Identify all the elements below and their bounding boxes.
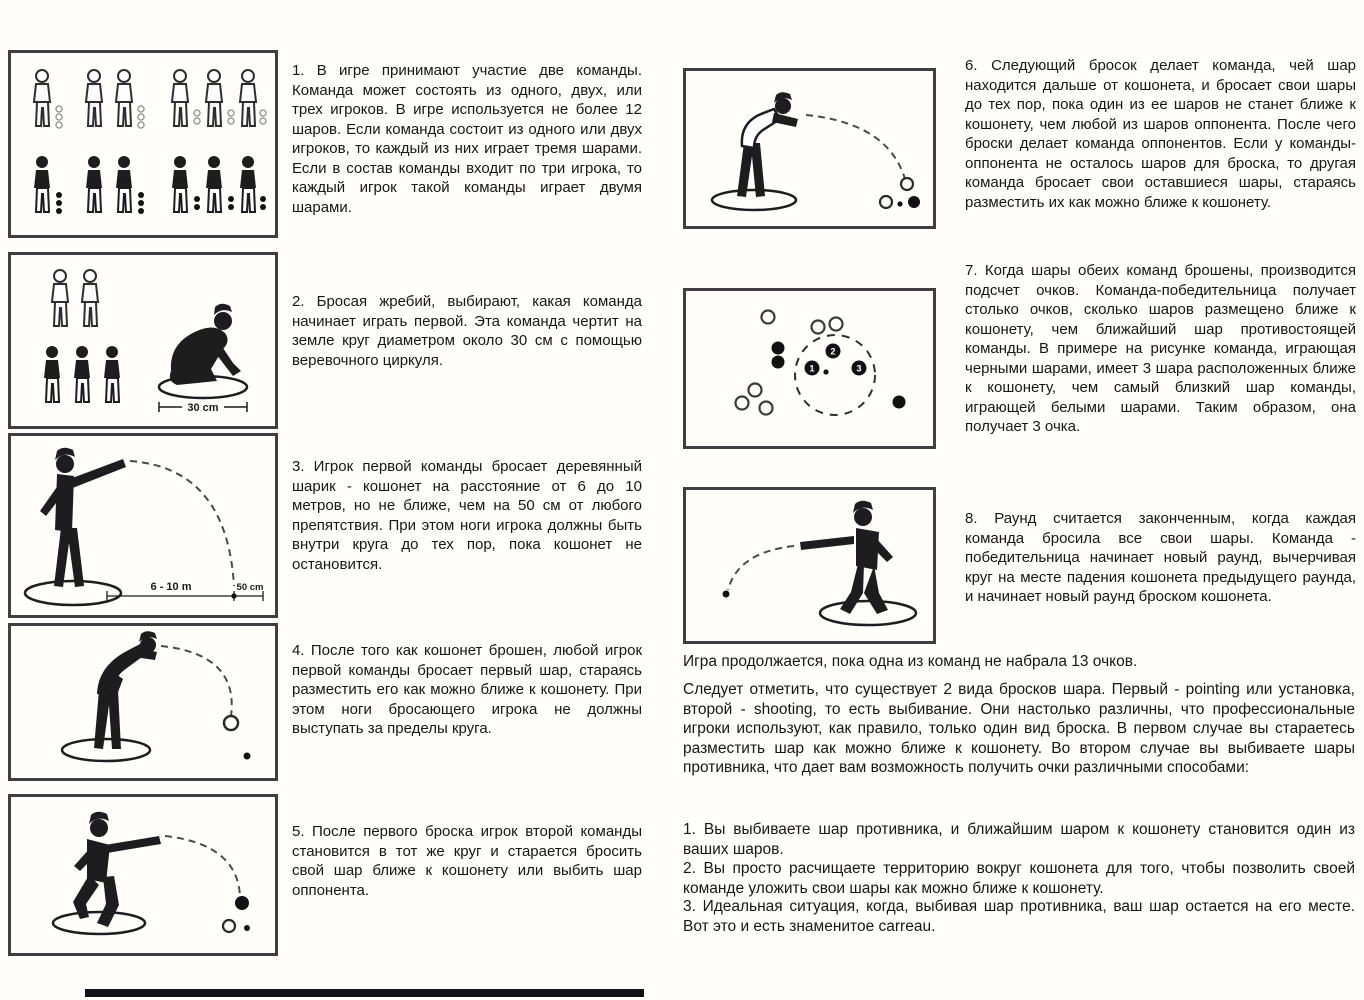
cochonnet bbox=[244, 753, 251, 760]
scoring-black-ball-1 bbox=[805, 361, 820, 376]
step-8-text: 8. Раунд считается законченным, когда каждая команда бросила все свои шары. Команда - победительница начинает новый раунд, вычерчивая круг на месте падения кошонета предыдущего раунда, и начинает новый раунд броском кошонета. bbox=[965, 510, 1356, 605]
crouching-player-left bbox=[800, 501, 893, 614]
first-ball-throw-illustration bbox=[11, 626, 275, 778]
cochonnet bbox=[897, 201, 902, 206]
white-ball bbox=[880, 196, 892, 208]
scoring-black-ball-3 bbox=[852, 361, 867, 376]
game-progress-line: Игра продолжается, пока одна из команд не набрала 13 очков. bbox=[683, 653, 1138, 670]
figure-8-new-round-panel bbox=[683, 487, 936, 644]
bottom-divider-bar bbox=[85, 989, 644, 997]
figure-3-throw-jack-panel bbox=[8, 433, 278, 618]
throw-arc bbox=[806, 115, 905, 179]
throw-types-paragraph: Следует отметить, что существует 2 вида бросков шара. Первый - pointing или установка, второй - shooting, то есть выбивание. Они настолько различны, что профессиональные игроки используют, как правило, только один вид броска. В первом случае вы стараетесь разместить шар как можно ближе к кошонету. Во втором случае вы выбиваете шары противника, что дает вам возможность получить очки различными способами: bbox=[683, 681, 1355, 776]
throw-arc bbox=[161, 646, 232, 716]
method-2-text: 2. Вы просто расчищаете территорию вокруг кошонета для того, чтобы позволить своей команде уложить свои шары как можно ближе к кошонету. bbox=[683, 860, 1355, 897]
kneeling-player bbox=[170, 304, 241, 385]
ball-number-2: 2 bbox=[830, 346, 836, 357]
cochonnet bbox=[244, 925, 250, 931]
leaning-player bbox=[737, 92, 798, 197]
white-ball bbox=[223, 920, 235, 932]
figure-6-next-throw-panel bbox=[683, 68, 936, 229]
figure-2-draw-circle-panel bbox=[8, 252, 278, 429]
step-2-text: 2. Бросая жребий, выбирают, какая команда начинает играть первой. Эта команда чертит на земле круг диаметром около 30 см с помощью веревочного циркуля. bbox=[292, 293, 642, 369]
step-5-text: 5. После первого броска игрок второй команды становится в тот же круг и старается бросить свой шар ближе к кошонету или выбить шар оппонента. bbox=[292, 823, 642, 899]
white-ball-landing bbox=[901, 178, 913, 190]
step-6-text: 6. Следующий бросок делает команда, чей шар находится дальше от кошонета, и бросает свои шары до тех пор, пока один из ее шаров не станет ближе к кошонету, чем любой из шаров оппонента. После чего броски делает команда оппонентов. Если у команды-оппонента не осталось шаров для броска, то другая команда бросает свои оставшиеся шары, стараясь разместить их как можно ближе к кошонету. bbox=[965, 57, 1356, 211]
next-throw-illustration bbox=[686, 71, 933, 226]
black-ball bbox=[235, 896, 249, 910]
throw-arc bbox=[728, 546, 794, 590]
step-7-text: 7. Когда шары обеих команд брошены, производится подсчет очков. Команда-победительница получает столько очков, сколько шаров размещено ближе к кошонету, чем ближайший шар противостоящей команды. В примере на рисунке команда, играющая черными шарами, имеет 3 шара расположенных ближе к кошонету, чем самый близкий шар команды, играющей белыми шарами. Таким образом, она получает 3 очка. bbox=[965, 262, 1356, 435]
jack-throw-illustration bbox=[11, 436, 275, 615]
throwing-player bbox=[40, 448, 126, 587]
crouching-player bbox=[73, 812, 161, 927]
white-ball bbox=[224, 716, 238, 730]
second-team-throw-illustration bbox=[11, 797, 275, 953]
figure-5-second-team-panel bbox=[8, 794, 278, 956]
circle-measure bbox=[159, 402, 247, 414]
circle-diameter-label: 30 cm bbox=[187, 402, 219, 414]
method-3-text: 3. Идеальная ситуация, когда, выбивая шар противника, ваш шар остается на его месте. Вот это и есть знаменитое carreau. bbox=[683, 898, 1355, 935]
throw-arc bbox=[130, 461, 234, 586]
figure-1-teams-panel bbox=[8, 50, 278, 238]
offset-label: 50 cm bbox=[236, 582, 264, 593]
scoring-black-ball-2 bbox=[826, 344, 841, 359]
cochonnet bbox=[823, 369, 828, 374]
figure-4-first-ball-panel bbox=[8, 623, 278, 781]
step-4-text: 4. После того как кошонет брошен, любой игрок первой команды бросает первый шар, стараясь разместить его как можно ближе к кошонету. При этом ноги бросающего игрока не должны выступать за пределы круга. bbox=[292, 642, 642, 737]
distance-measure bbox=[107, 580, 263, 601]
teams-composition-illustration bbox=[11, 53, 275, 235]
ball-number-3: 3 bbox=[856, 363, 862, 374]
step-1-text: 1. В игре принимают участие две команды. Команда может состоять из одного, двух, или трех игроков. В игре используется не более 12 шаров. Если команда состоит из одного или двух игроков, то каждый из них играет тремя шарами. Если в состав команды входит по три игрока, то каждый игрок такой команды играет двумя шарами. bbox=[292, 62, 642, 216]
jack-landing-point bbox=[231, 593, 236, 598]
new-round-illustration bbox=[686, 490, 933, 641]
cochonnet bbox=[723, 591, 730, 598]
ball-number-1: 1 bbox=[809, 363, 815, 374]
black-ball bbox=[908, 196, 920, 208]
bowing-player bbox=[94, 631, 157, 749]
drawing-circle-illustration bbox=[11, 255, 275, 426]
method-1-text: 1. Вы выбиваете шар противника, и ближайшим шаром к кошонету становится один из ваших шаров. bbox=[683, 821, 1355, 858]
white-team-balls bbox=[736, 311, 843, 415]
step-3-text: 3. Игрок первой команды бросает деревянный шарик - кошонет на расстояние от 6 до 10 метров, но не ближе, чем на 50 см от любого препятствия. При этом ноги игрока должны быть внутри круга до тех пор, пока кошонет не остановится. bbox=[292, 458, 642, 573]
figure-7-scoring-panel bbox=[683, 288, 936, 449]
scoring-example-illustration bbox=[686, 291, 933, 446]
distance-label: 6 - 10 m bbox=[150, 581, 192, 593]
throw-arc bbox=[165, 836, 240, 897]
